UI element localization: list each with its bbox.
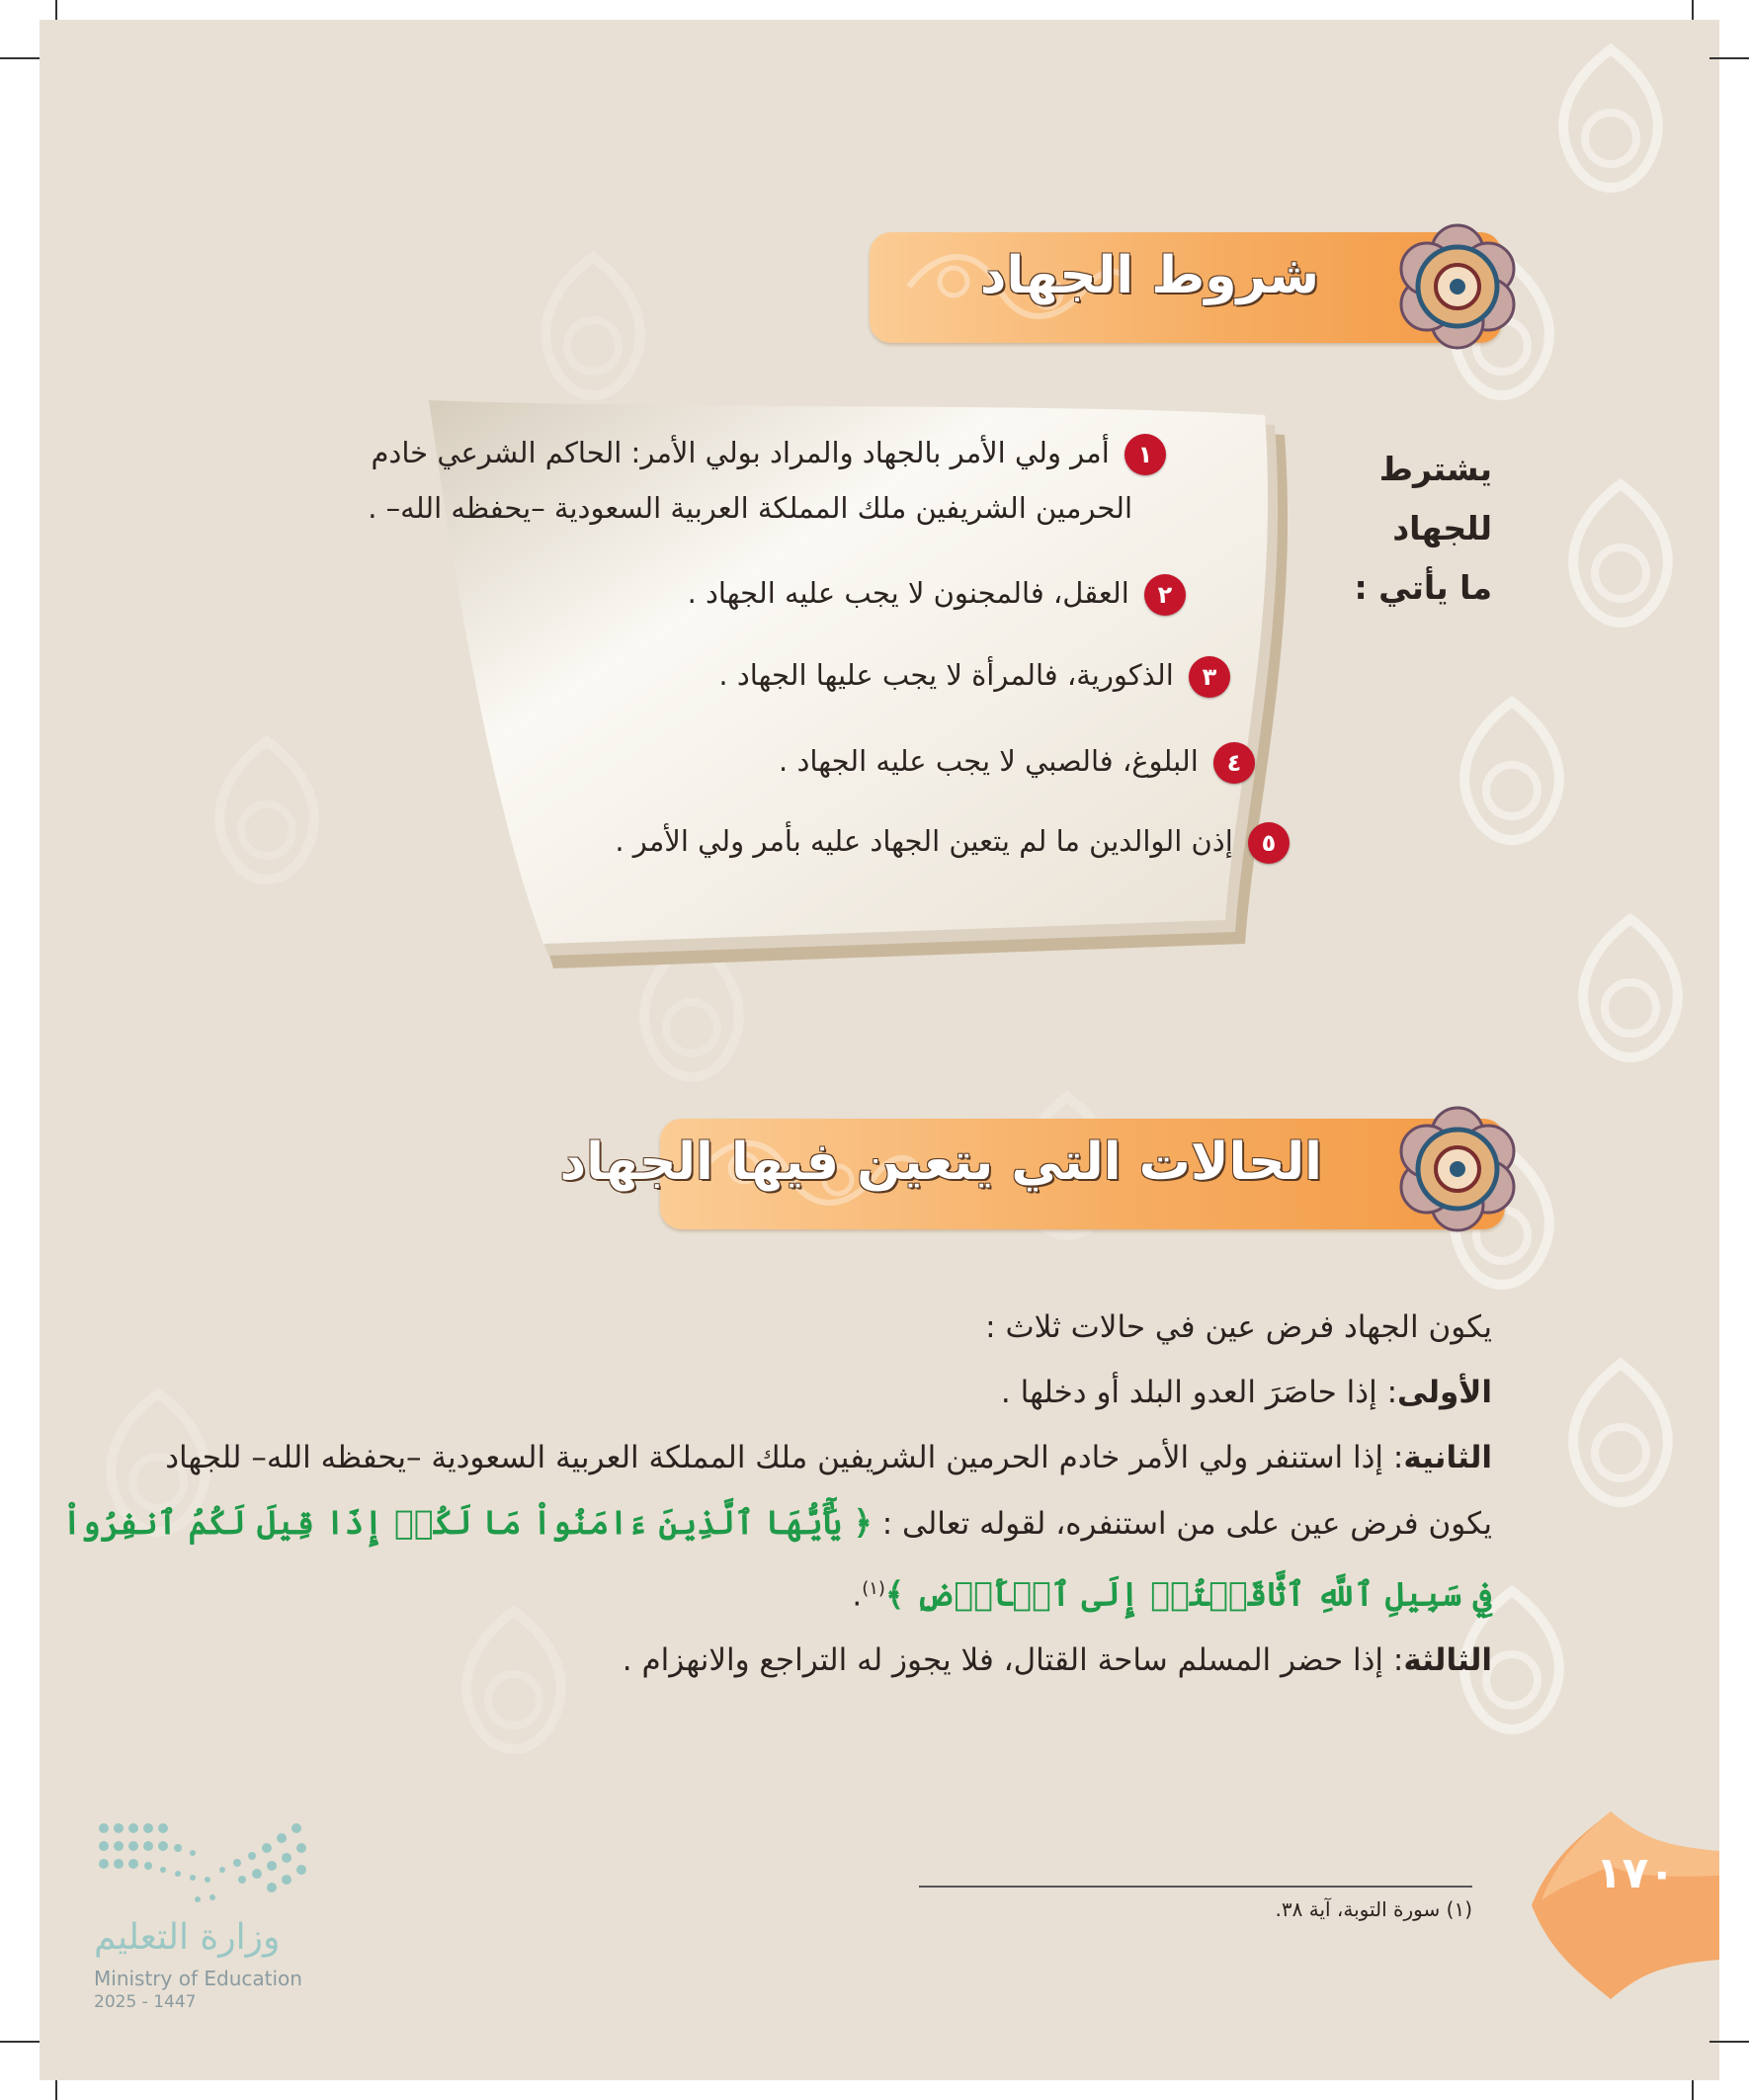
footnote: (١) سورة التوبة، آية ٣٨. bbox=[1275, 1897, 1472, 1921]
case-text: يكون فرض عين على من استنفره، لقوله تعالى : bbox=[881, 1506, 1492, 1542]
crop-mark bbox=[55, 2080, 57, 2100]
cases-intro: يكون الجهاد فرض عين في حالات ثلاث : bbox=[985, 1309, 1492, 1345]
footnote-ref: (١) bbox=[862, 1578, 885, 1599]
case-second-cont bbox=[62, 1490, 1492, 1556]
page-number-badge bbox=[1512, 1806, 1719, 2004]
case-first bbox=[128, 1360, 1492, 1425]
quran-verse-cont: فِي سَبِيلِ ٱللَّهِ ٱثَّاقَلۡتُمۡ إِلَى ٱلۡأَرۡضِ ﴾ bbox=[884, 1574, 1492, 1614]
number-badge: ٤ bbox=[1213, 742, 1255, 784]
rosette-icon bbox=[1393, 1105, 1522, 1233]
ministry-name-en: Ministry of Education bbox=[94, 1967, 302, 1990]
page-number: ١٧٠ bbox=[1595, 1848, 1676, 1898]
rosette-icon bbox=[1393, 222, 1522, 351]
number-badge: ٣ bbox=[1189, 656, 1230, 698]
section-title-cases: الحالات التي يتعين فيها الجهاد bbox=[559, 1133, 1322, 1192]
condition-item-4 bbox=[779, 733, 1255, 789]
condition-item-5 bbox=[615, 813, 1290, 869]
cases-body bbox=[62, 1295, 1492, 1693]
case-text: : إذا حضر المسلم ساحة القتال، فلا يجوز له التراجع والانهزام . bbox=[622, 1642, 1404, 1679]
conditions-intro-line2: ما يأتي : bbox=[1354, 568, 1492, 607]
conditions-intro bbox=[1275, 440, 1492, 618]
condition-text: الذكورية، فالمرأة لا يجب عليها الجهاد . bbox=[718, 658, 1174, 692]
condition-text: أمر ولي الأمر بالجهاد والمراد بولي الأمر: الحاكم الشرعي خادم bbox=[371, 436, 1110, 469]
textbook-page bbox=[40, 20, 1719, 2080]
condition-text: البلوغ، فالصبي لا يجب عليه الجهاد . bbox=[779, 744, 1199, 778]
number-badge: ٥ bbox=[1248, 822, 1290, 864]
crop-mark bbox=[55, 0, 57, 20]
condition-item-3 bbox=[718, 647, 1230, 703]
crop-mark bbox=[1692, 0, 1694, 20]
case-text: : إذا حاصَرَ العدو البلد أو دخلها . bbox=[1000, 1375, 1398, 1410]
condition-text-cont: الحرمين الشريفين ملك المملكة العربية السعودية –يحفظه الله– . bbox=[368, 491, 1132, 525]
case-second-verse bbox=[128, 1556, 1492, 1628]
section-title-conditions: شروط الجهاد bbox=[979, 246, 1319, 305]
condition-text: إذن الوالدين ما لم يتعين الجهاد عليه بأمر ولي الأمر . bbox=[615, 824, 1233, 858]
case-second bbox=[128, 1425, 1492, 1490]
condition-text: العقل، فالمجنون لا يجب عليه الجهاد . bbox=[687, 576, 1129, 610]
conditions-intro-line1: يشترط للجهاد bbox=[1378, 450, 1492, 547]
section-banner-cases bbox=[559, 1119, 1505, 1229]
case-text: : إذا استنفر ولي الأمر خادم الحرمين الشريفين ملك المملكة العربية السعودية –يحفظه الله– للجهاد bbox=[165, 1440, 1404, 1475]
crop-mark bbox=[1709, 57, 1749, 59]
verse-end: . bbox=[852, 1577, 863, 1614]
ministry-logo-dots bbox=[94, 1808, 311, 1917]
conditions-paper-card bbox=[368, 390, 1314, 973]
condition-item-2 bbox=[688, 565, 1186, 621]
ministry-year: 2025 - 1447 bbox=[94, 1992, 197, 2012]
number-badge: ٢ bbox=[1144, 574, 1186, 616]
ministry-name-ar: وزارة التعليم bbox=[94, 1917, 281, 1958]
condition-item-1 bbox=[368, 425, 1166, 536]
case-third bbox=[128, 1628, 1492, 1693]
crop-mark bbox=[0, 2041, 40, 2043]
quran-verse: ﴿ يَٰٓأَيُّهَا ٱلَّذِينَ ءَامَنُواْ مَا لَكُمۡ إِذَا قِيلَ لَكُمُ ٱنفِرُواْ bbox=[62, 1503, 873, 1542]
number-badge: ١ bbox=[1124, 434, 1166, 475]
case-label: الثالثة bbox=[1403, 1642, 1492, 1679]
crop-mark bbox=[0, 57, 40, 59]
crop-mark bbox=[1692, 2080, 1694, 2100]
case-label: الثانية bbox=[1403, 1440, 1492, 1475]
case-label: الأولى bbox=[1397, 1375, 1492, 1410]
footnote-divider bbox=[919, 1886, 1472, 1888]
crop-mark bbox=[1709, 2041, 1749, 2043]
